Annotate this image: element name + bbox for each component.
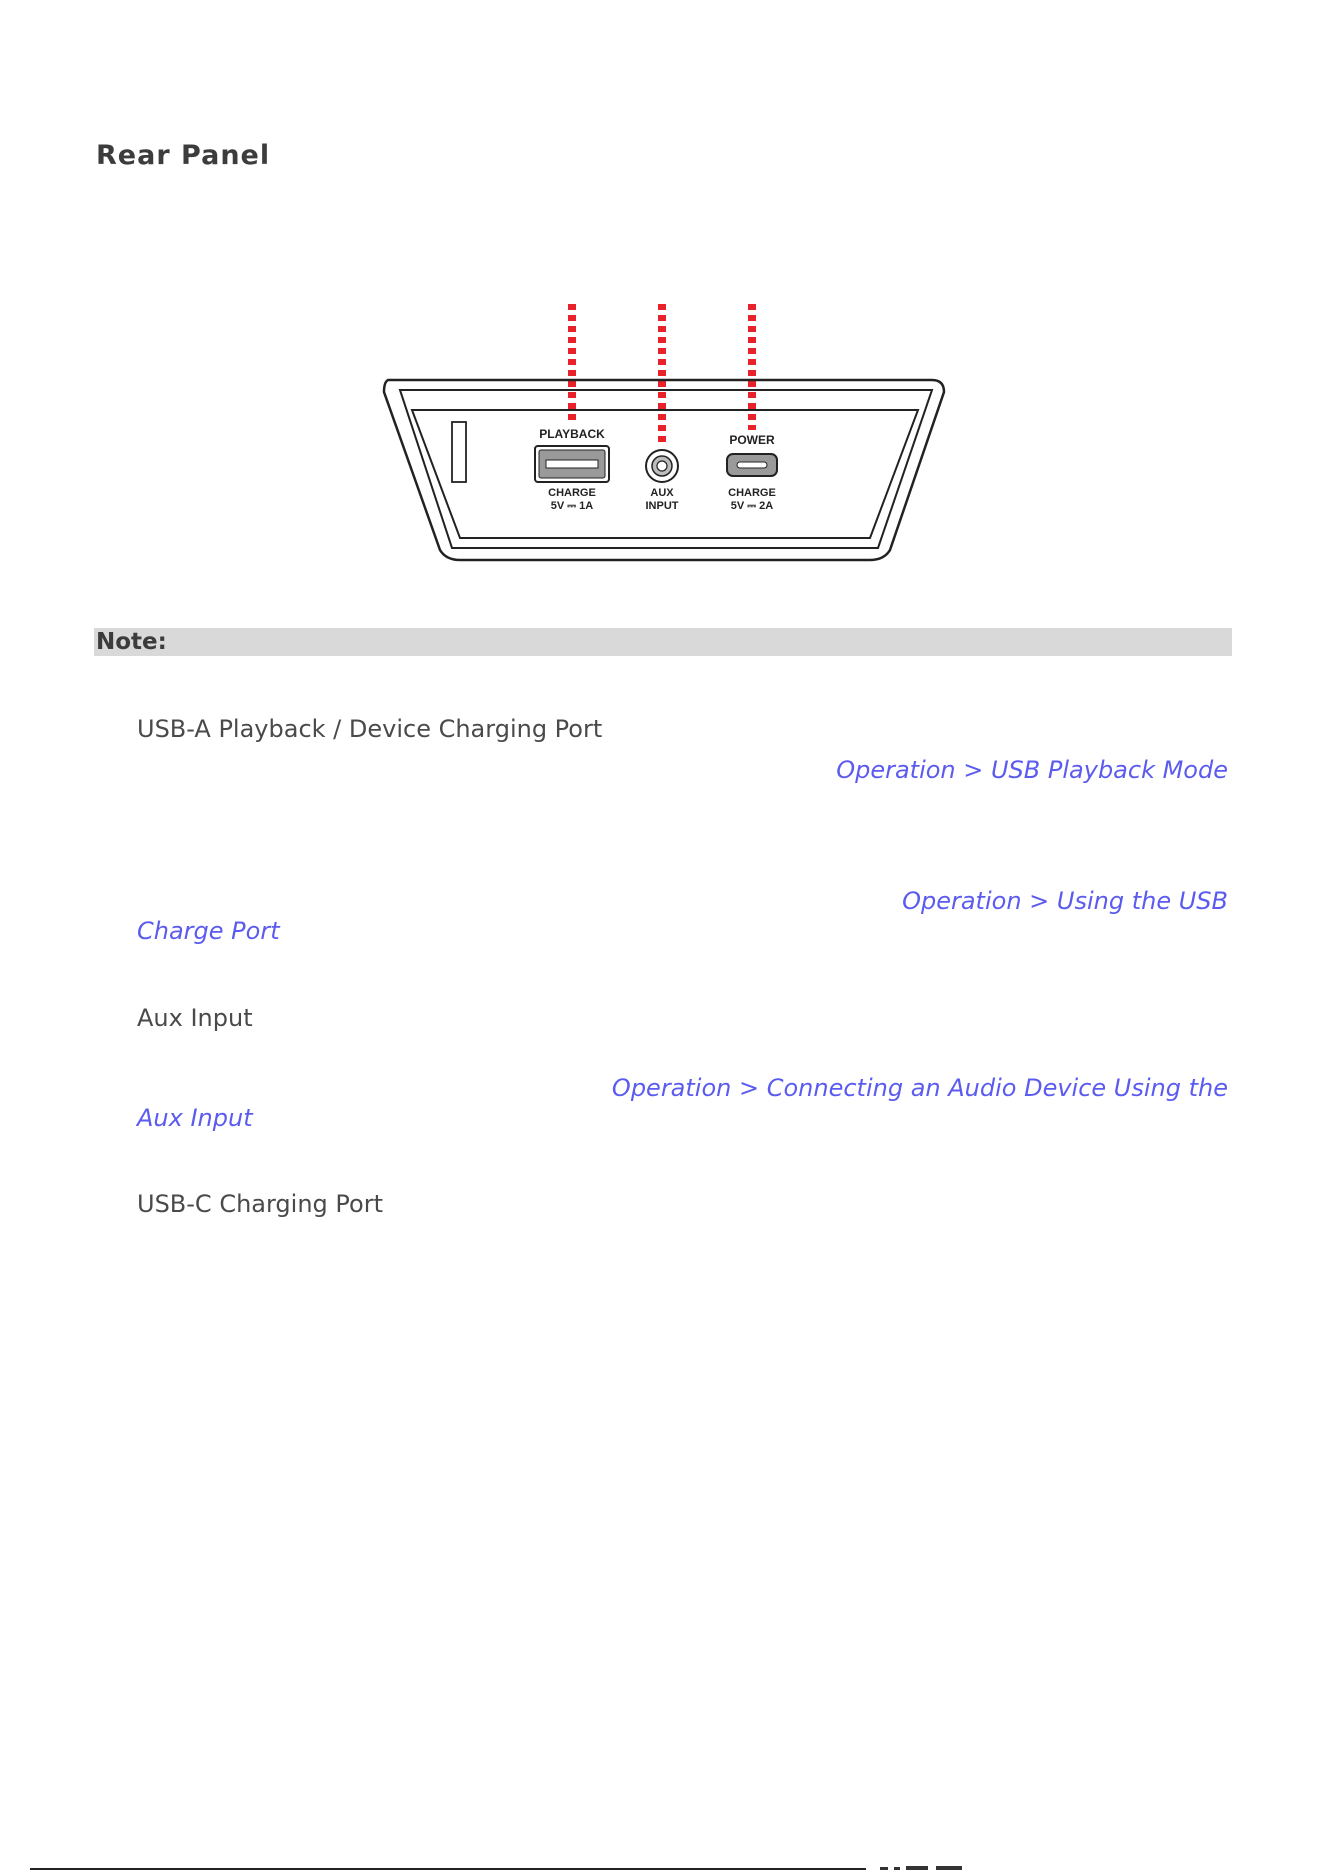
link-connecting-aux[interactable]: Operation > Connecting an Audio Device Using the — [611, 1074, 1228, 1102]
link-using-usb-charge-port[interactable]: Operation > Using the USB — [902, 887, 1228, 915]
label-rating-a: 5V ⎓ 1A — [550, 500, 594, 512]
aux-jack — [646, 450, 679, 512]
section-title-usb-a: USB-A Playback / Device Charging Port — [137, 715, 603, 743]
note-label: Note: — [96, 629, 167, 655]
usb-c-port — [727, 433, 777, 512]
callout-lines — [572, 304, 752, 442]
label-input: INPUT — [645, 500, 679, 512]
footer-mark — [880, 1866, 1040, 1870]
link-usb-playback-mode[interactable]: Operation > USB Playback Mode — [836, 756, 1228, 784]
label-rating-c: 5V ⎓ 2A — [730, 500, 774, 512]
rear-panel-diagram — [370, 296, 960, 586]
section-title-usb-c: USB-C Charging Port — [137, 1190, 383, 1218]
label-aux: AUX — [650, 487, 674, 499]
side-slot — [452, 422, 466, 482]
link-using-usb-charge-port-cont[interactable]: Charge Port — [137, 917, 280, 945]
label-power: POWER — [729, 433, 775, 447]
label-charge-a: CHARGE — [548, 487, 596, 499]
usb-a-port — [535, 427, 609, 512]
footer-rule — [30, 1868, 866, 1870]
note-bar — [94, 628, 1232, 656]
page-heading: Rear Panel — [96, 140, 271, 171]
label-charge-c: CHARGE — [728, 487, 776, 499]
label-playback: PLAYBACK — [539, 427, 605, 441]
section-title-aux: Aux Input — [137, 1004, 253, 1032]
link-connecting-aux-cont[interactable]: Aux Input — [137, 1104, 253, 1132]
